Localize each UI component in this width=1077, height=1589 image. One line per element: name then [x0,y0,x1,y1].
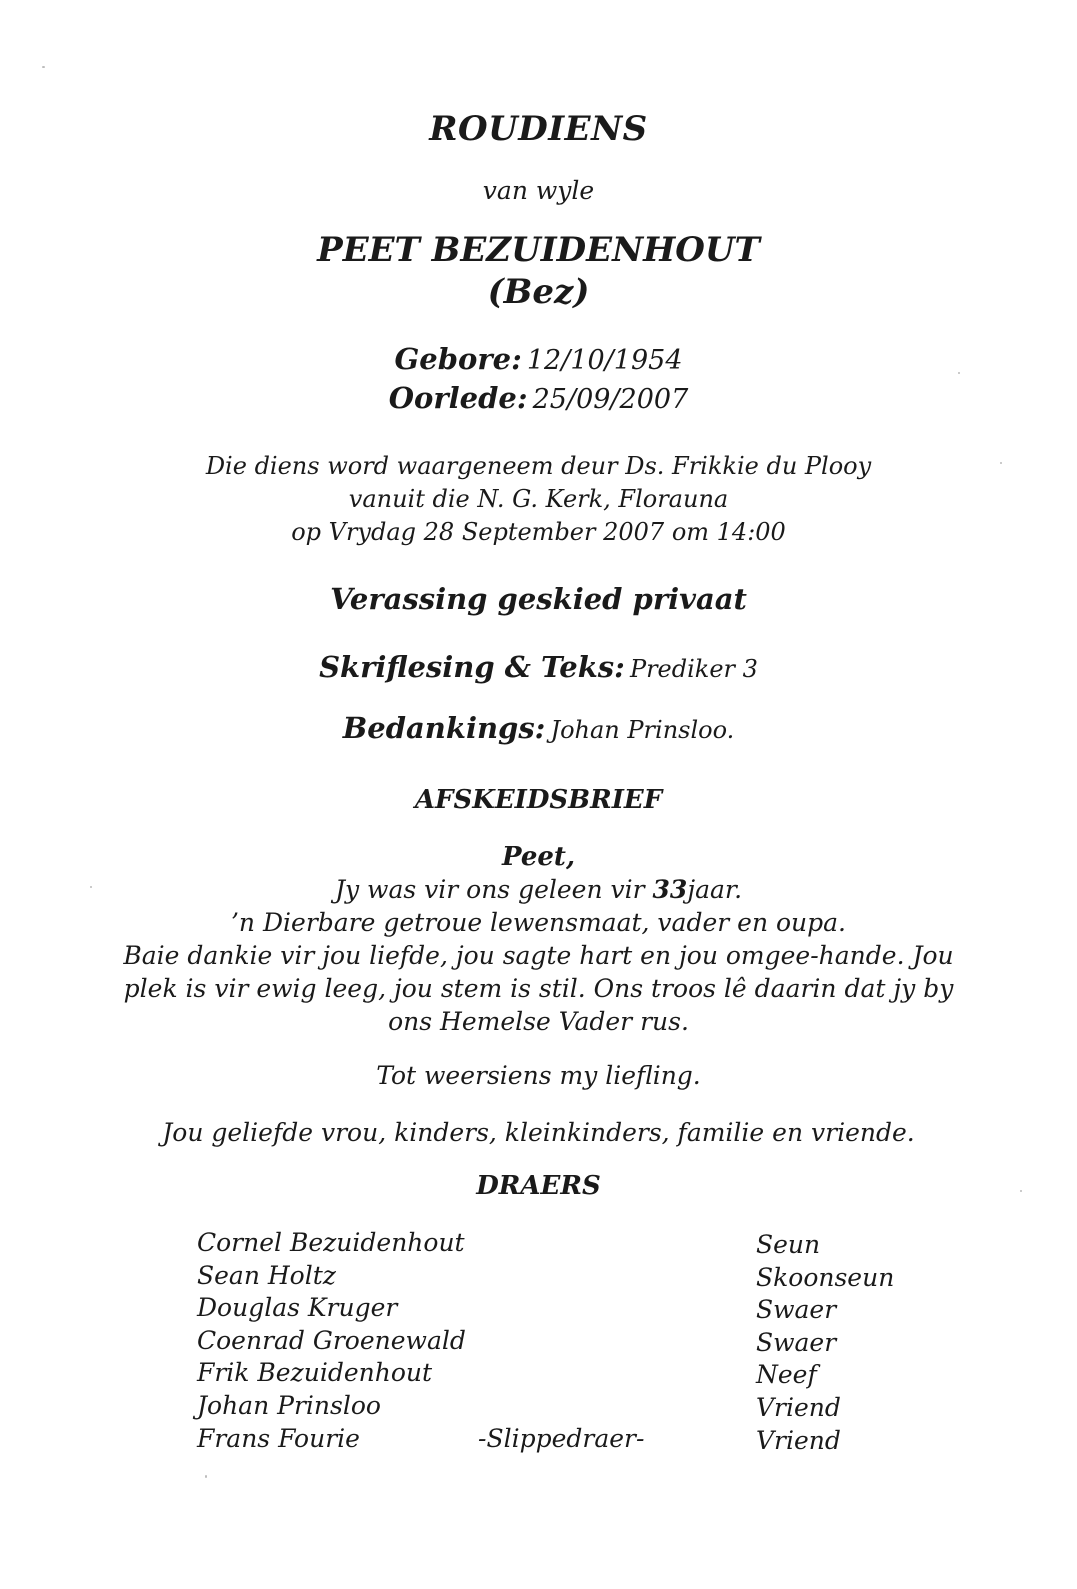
pallbearer-row [0,1230,1077,1262]
program-title: ROUDIENS [429,109,648,149]
pallbearer-name: Cornel Bezuidenhout [197,1228,465,1257]
scan-speck [42,66,45,68]
pallbearers-heading: DRAERS [476,1171,601,1201]
pallbearer-row [0,1328,1077,1360]
letter-line-1 [0,877,1077,902]
death-date-line [0,381,1077,415]
pallbearer-row [0,1295,1077,1327]
scripture-reading-label: Skriflesing & Teks: [319,650,625,684]
letter-salutation: Peet, [502,842,575,872]
letter-signature: Jou geliefde vrou, kinders, kleinkinders, familie en vriende. [162,1118,915,1147]
letter-line-5: ons Hemelse Vader rus. [388,1007,689,1036]
letter-years: 33 [652,875,688,904]
scan-speck [1020,1190,1022,1192]
pallbearer-relation: Seun [756,1230,821,1259]
deceased-nickname: (Bez) [487,272,590,312]
birth-date-label: Gebore: [394,342,522,376]
pallbearer-relation: Swaer [756,1328,837,1357]
letter-line-1-end: jaar. [687,875,743,904]
pallbearer-name: Frans Fourie [197,1424,360,1453]
scripture-reading-value: Prediker 3 [629,655,758,683]
pallbearer-row [0,1360,1077,1392]
service-church: vanuit die N. G. Kerk, Florauna [348,485,729,513]
birth-date-line [0,342,1077,376]
cremation-note: Verassing geskied privaat [330,582,747,616]
pallbearer-relation: Swaer [756,1295,837,1324]
pallbearer-row [0,1263,1077,1295]
pallbearer-name: Douglas Kruger [197,1293,398,1322]
thanks-line [0,711,1077,745]
letter-line-2: ’n Dierbare getroue lewensmaat, vader en oupa. [230,908,846,937]
pallbearer-relation: Vriend [756,1393,841,1422]
pallbearer-relation: Neef [756,1360,817,1389]
pallbearer-name: Frik Bezuidenhout [197,1358,433,1387]
pallbearer-name: Coenrad Groenewald [197,1326,466,1355]
pallbearer-note: -Slippedraer- [478,1424,645,1453]
pallbearer-relation: Skoonseun [756,1263,895,1292]
letter-heading: AFSKEIDSBRIEF [414,785,663,815]
pallbearer-relation: Vriend [756,1426,841,1455]
death-date-value: 25/09/2007 [532,384,689,415]
service-datetime: op Vrydag 28 September 2007 om 14:00 [291,518,786,546]
pallbearer-name: Johan Prinsloo [197,1391,381,1420]
letter-line-1-start: Jy was vir ons geleen vir [334,875,645,904]
death-date-label: Oorlede: [388,381,528,415]
pallbearer-row [0,1393,1077,1425]
thanks-value: Johan Prinsloo. [550,716,735,744]
letter-farewell: Tot weersiens my liefling. [376,1061,701,1090]
program-subtitle: van wyle [482,176,595,205]
scan-speck [205,1475,207,1478]
letter-line-4: plek is vir ewig leeg, jou stem is stil. Ons troos lê daarin dat jy by [123,974,954,1003]
birth-date-value: 12/10/1954 [526,345,683,376]
deceased-name: PEET BEZUIDENHOUT [317,230,760,270]
pallbearer-name: Sean Holtz [197,1261,336,1290]
service-officiant: Die diens word waargeneem deur Ds. Frikkie du Plooy [205,452,872,480]
scan-speck [90,886,92,888]
letter-line-3: Baie dankie vir jou liefde, jou sagte hart en jou omgee-hande. Jou [123,941,954,970]
pallbearer-row [0,1426,1077,1458]
thanks-label: Bedankings: [342,711,546,745]
scan-speck [1000,462,1002,464]
scan-speck [958,372,960,374]
scripture-reading-line [0,650,1077,684]
